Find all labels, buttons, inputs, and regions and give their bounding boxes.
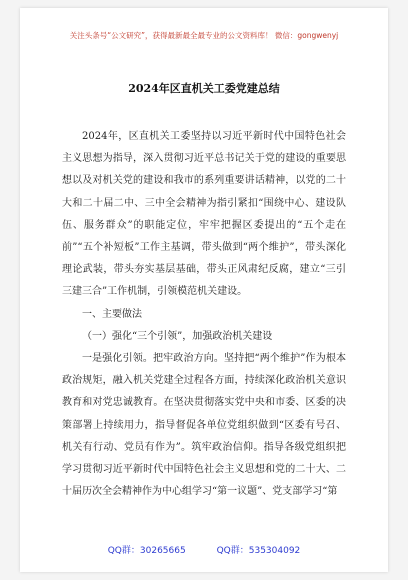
promo-banner: 关注头条号“公文研究”，获得最新最全最专业的公文资料库！ 微信：gongwenyj	[69, 31, 339, 40]
section-heading: 一、主要做法	[82, 308, 142, 320]
footer-contact	[20, 543, 388, 556]
qq-group-2: QQ群：535304092	[216, 546, 301, 556]
document-page	[20, 8, 388, 572]
body-paragraph-intro: 2024年，区直机关工委坚持以习近平新时代中国特色社会主义思想为指导，深入贯彻习近平总书记关于党的建设的重要思想以及对机关党的建设和我市的系列重要讲话精神，以党的二十大和二十届二中、三中全会精神为指引紧扣“围绕中心、建设队伍、服务群众”的职能定位，牢牢把握区委提出的“五个走在前”“五个补短板”工作主基调，带头做到“两个维护”，带头深化理论武装，带头夯实基层基础，带头正风肃纪反腐，建立“三引三建三合”工作机制，引领模范机关建设。	[62, 131, 346, 298]
document-body	[62, 126, 346, 503]
subsection-heading: （一）强化“三个引领”，加强政治机关建设	[82, 330, 273, 342]
qq-group-1: QQ群：30265665	[107, 546, 186, 556]
document-title: 2024年区直机关工委党建总结	[128, 82, 280, 95]
body-paragraph: 一是强化引领。把牢政治方向。坚持把“两个维护”作为根本政治规矩，融入机关党建全过程各方面，持续深化政治机关意识教育和对党忠诚教育。在坚决贯彻落实党中央和市委、区委的决策部署上持续用力，指导督促各单位党组织做到“区委有号召、机关有行动、党员有作为”。筑牢政治信仰。指导各级党组织把学习贯彻习近平新时代中国特色社会主义思想和党的二十大、二十届历次全会精神作为中心组学习“第一议题”、党支部学习“第	[62, 353, 346, 498]
